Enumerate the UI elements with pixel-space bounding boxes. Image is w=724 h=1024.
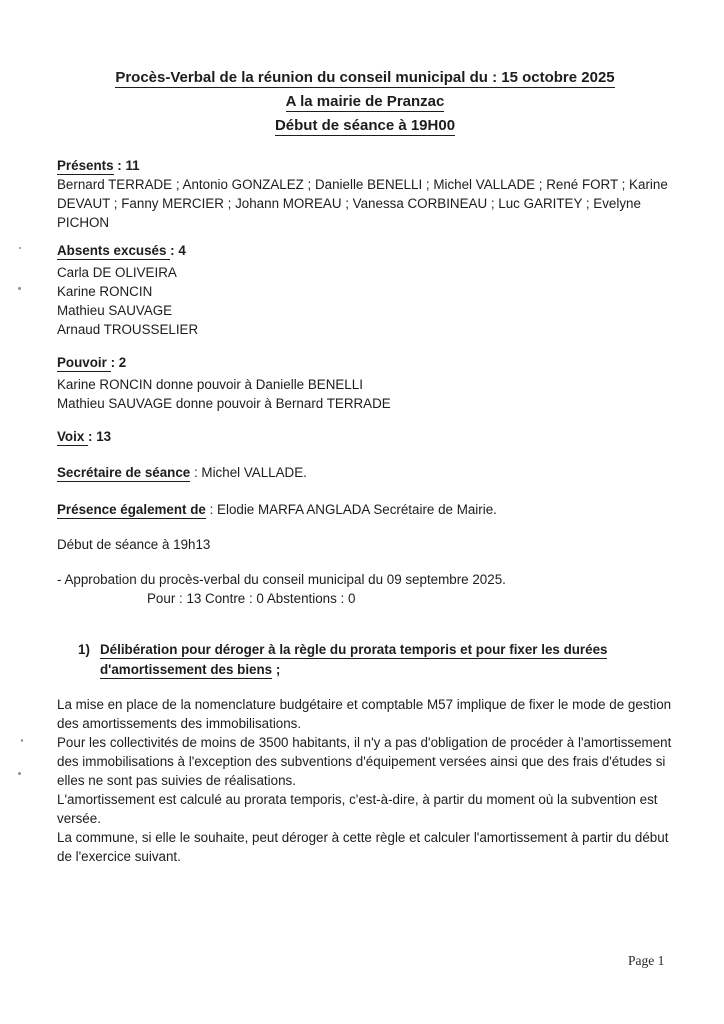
absent-name: Karine RONCIN: [57, 284, 153, 299]
presence-label: Présence également de: [57, 502, 206, 517]
section-absents: [57, 241, 673, 339]
section-secretaire: [57, 463, 673, 482]
voix-heading: Voix : 13: [57, 429, 112, 444]
page-number: Page 1: [628, 953, 665, 968]
presence-value: : Elodie MARFA ANGLADA Secrétaire de Mairie.: [205, 502, 497, 517]
absent-name: Carla DE OLIVEIRA: [57, 265, 177, 280]
paragraph: L'amortissement est calculé au prorata temporis, c'est-à-dire, à partir du moment où la subvention est versée.: [57, 792, 658, 826]
paragraph: La mise en place de la nomenclature budgétaire et comptable M57 implique de fixer le mode de gestion des amortissements des immobilisations.: [57, 697, 672, 731]
section-pouvoir: [57, 353, 673, 413]
scan-artifact-dot: [21, 739, 23, 742]
scan-artifact-dot: [18, 287, 21, 290]
scan-artifact-dot: [19, 247, 21, 249]
agenda-item-title-suffix: ;: [272, 662, 281, 677]
presents-heading: Présents : 11: [57, 158, 140, 173]
pouvoir-line: Mathieu SAUVAGE donne pouvoir à Bernard TERRADE: [57, 396, 391, 411]
section-presents: [57, 156, 673, 232]
approbation-line: - Approbation du procès-verbal du conseil municipal du 09 septembre 2025.: [57, 572, 506, 587]
pouvoir-line: Karine RONCIN donne pouvoir à Danielle BENELLI: [57, 377, 363, 392]
seance-start-line: Début de séance à 19h13: [57, 537, 211, 552]
absent-name: Arnaud TROUSSELIER: [57, 322, 199, 337]
section-presence: [57, 500, 673, 519]
pouvoir-heading: Pouvoir : 2: [57, 355, 127, 370]
agenda-item-title-line1: Délibération pour déroger à la règle du prorata temporis et pour fixer les durées: [100, 642, 608, 657]
scan-artifact-dot: [18, 772, 21, 775]
document-content: [57, 66, 673, 866]
agenda-item-number: 1): [78, 642, 90, 657]
body-paragraphs: [57, 695, 673, 866]
absents-heading: Absents excusés : 4: [57, 243, 186, 258]
title-line-3: Début de séance à 19H00: [274, 117, 456, 134]
presents-names: Bernard TERRADE ; Antonio GONZALEZ ; Danielle BENELLI ; Michel VALLADE ; René FORT ; Karine DEVAUT ; Fanny MERCIER ; Johann MOREAU ; Vanessa CORBINEAU ; Luc GARITEY ; Evelyne PICHON: [57, 177, 668, 230]
approbation-vote: Pour : 13 Contre : 0 Abstentions : 0: [147, 591, 356, 606]
section-approbation: [57, 570, 673, 608]
document-title: [57, 66, 673, 138]
section-voix: [57, 427, 673, 446]
title-line-2: A la mairie de Pranzac: [285, 93, 445, 110]
agenda-item-1: [57, 640, 673, 680]
paragraph: Pour les collectivités de moins de 3500 habitants, il n'y a pas d'obligation de procéder à l'amortissement des immobilisations à l'exception des subventions d'équipement versées ainsi que des frais d'études si elles ne sont pas suivies de réalisations.: [57, 735, 672, 788]
secretaire-label: Secrétaire de séance: [57, 465, 191, 480]
title-line-1: Procès-Verbal de la réunion du conseil municipal du : 15 octobre 2025: [115, 69, 615, 86]
secretaire-value: : Michel VALLADE.: [190, 465, 307, 480]
agenda-item-title-line2: d'amortissement des biens: [100, 662, 273, 677]
absent-name: Mathieu SAUVAGE: [57, 303, 173, 318]
paragraph: La commune, si elle le souhaite, peut déroger à cette règle et calculer l'amortissement à partir du début de l'exercice suivant.: [57, 830, 669, 864]
